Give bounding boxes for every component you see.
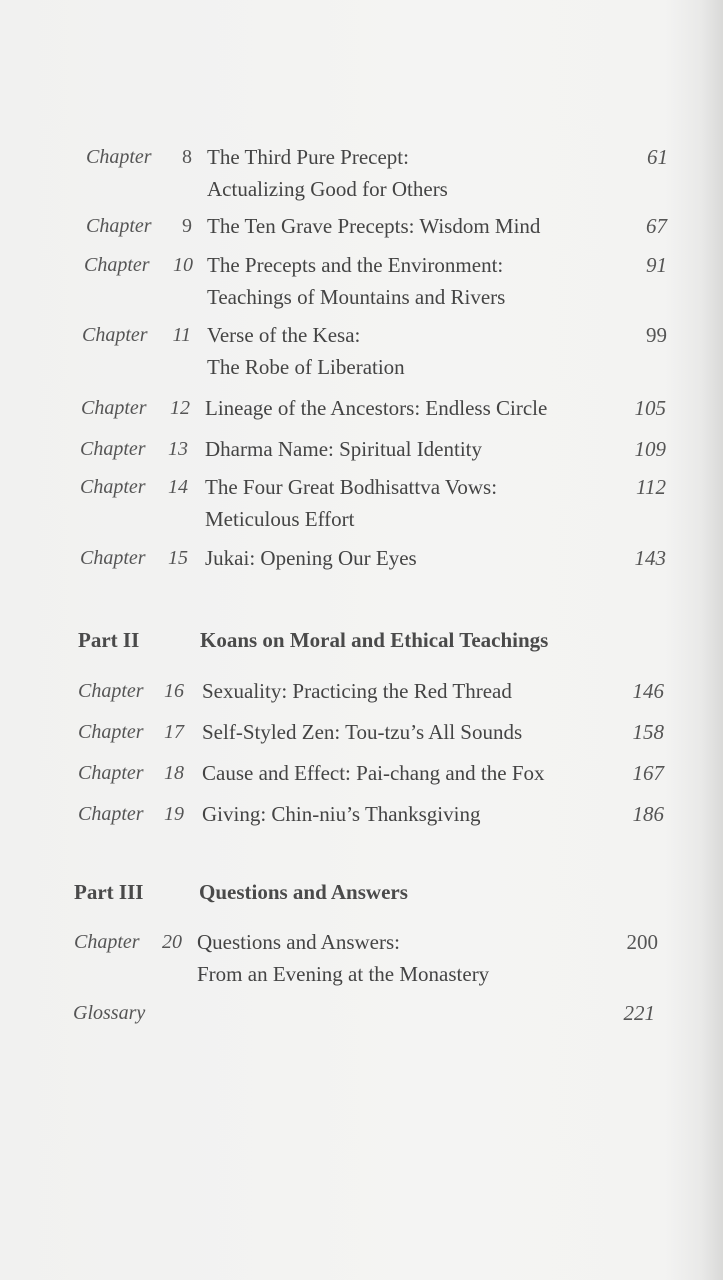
page-number: 167 (632, 761, 664, 785)
chapter-number: 8 (182, 146, 192, 168)
chapter-label: Chapter (86, 215, 152, 237)
chapter-number: 11 (172, 324, 191, 346)
part-title: Questions and Answers (199, 880, 408, 904)
page-number: 109 (634, 437, 666, 461)
chapter-number: 15 (168, 547, 188, 569)
chapter-label: Chapter (78, 721, 144, 743)
chapter-title-line: The Third Pure Precept: (207, 145, 409, 169)
chapter-title-line: Jukai: Opening Our Eyes (205, 546, 417, 570)
chapter-title (207, 319, 405, 383)
page-number: 61 (647, 145, 668, 169)
page-number: 221 (623, 1001, 655, 1025)
part-label: Part II (78, 628, 140, 652)
chapter-title (202, 757, 545, 789)
chapter-title-line: Questions and Answers: (197, 930, 400, 954)
chapter-label: Chapter (78, 762, 144, 784)
chapter-title-line: Actualizing Good for Others (207, 177, 448, 201)
chapter-label: Chapter (81, 397, 147, 419)
chapter-title (207, 141, 448, 205)
chapter-label: Chapter (80, 476, 146, 498)
chapter-number: 14 (168, 476, 188, 498)
chapter-number: 17 (164, 721, 184, 743)
chapter-number: 12 (170, 397, 190, 419)
chapter-number: 10 (173, 254, 193, 276)
chapter-title-line: Meticulous Effort (205, 507, 355, 531)
chapter-title-line: The Precepts and the Environment: (207, 253, 504, 277)
page-number: 200 (626, 930, 658, 954)
glossary-label: Glossary (73, 1002, 146, 1024)
part-title: Koans on Moral and Ethical Teachings (200, 628, 549, 652)
chapter-label: Chapter (86, 146, 152, 168)
chapter-title (202, 798, 480, 830)
chapter-title (205, 471, 497, 535)
chapter-label: Chapter (80, 547, 146, 569)
page-number: 91 (646, 253, 667, 277)
chapter-title-line: Giving: Chin-niu’s Thanksgiving (202, 802, 481, 826)
chapter-title (202, 675, 512, 707)
page-number: 146 (632, 679, 664, 703)
page-number: 112 (636, 475, 666, 499)
chapter-label: Chapter (82, 324, 148, 346)
chapter-label: Chapter (84, 254, 150, 276)
chapter-title-line: The Four Great Bodhisattva Vows: (205, 475, 498, 499)
chapter-label: Chapter (74, 931, 140, 953)
page-number: 67 (646, 214, 667, 238)
chapter-number: 19 (164, 803, 184, 825)
chapter-title-line: Cause and Effect: Pai-chang and the Fox (202, 761, 545, 785)
chapter-title (207, 249, 505, 313)
chapter-label: Chapter (78, 680, 144, 702)
chapter-label: Chapter (78, 803, 144, 825)
chapter-title (205, 392, 547, 424)
page-number: 99 (646, 323, 667, 347)
page-number: 186 (632, 802, 664, 826)
chapter-title (207, 210, 540, 242)
chapter-title-line: Teachings of Mountains and Rivers (207, 285, 506, 309)
chapter-number: 16 (164, 680, 184, 702)
chapter-label: Chapter (80, 438, 146, 460)
chapter-title-line: Sexuality: Practicing the Red Thread (202, 679, 512, 703)
chapter-title-line: From an Evening at the Monastery (197, 962, 490, 986)
chapter-title-line: Self-Styled Zen: Tou-tzu’s All Sounds (202, 720, 523, 744)
page-number: 105 (634, 396, 666, 420)
chapter-title-line: Dharma Name: Spiritual Identity (205, 437, 483, 461)
chapter-title (205, 542, 417, 574)
chapter-title-line: The Ten Grave Precepts: Wisdom Mind (207, 214, 541, 238)
chapter-number: 13 (168, 438, 188, 460)
part-label: Part III (74, 880, 144, 904)
chapter-title (205, 433, 482, 465)
chapter-number: 20 (162, 931, 182, 953)
chapter-title (197, 926, 489, 990)
chapter-title-line: The Robe of Liberation (207, 355, 405, 379)
page-number: 143 (634, 546, 666, 570)
chapter-number: 9 (182, 215, 192, 237)
chapter-number: 18 (164, 762, 184, 784)
chapter-title-line: Verse of the Kesa: (207, 323, 361, 347)
chapter-title (202, 716, 522, 748)
page-number: 158 (632, 720, 664, 744)
chapter-title-line: Lineage of the Ancestors: Endless Circle (205, 396, 548, 420)
